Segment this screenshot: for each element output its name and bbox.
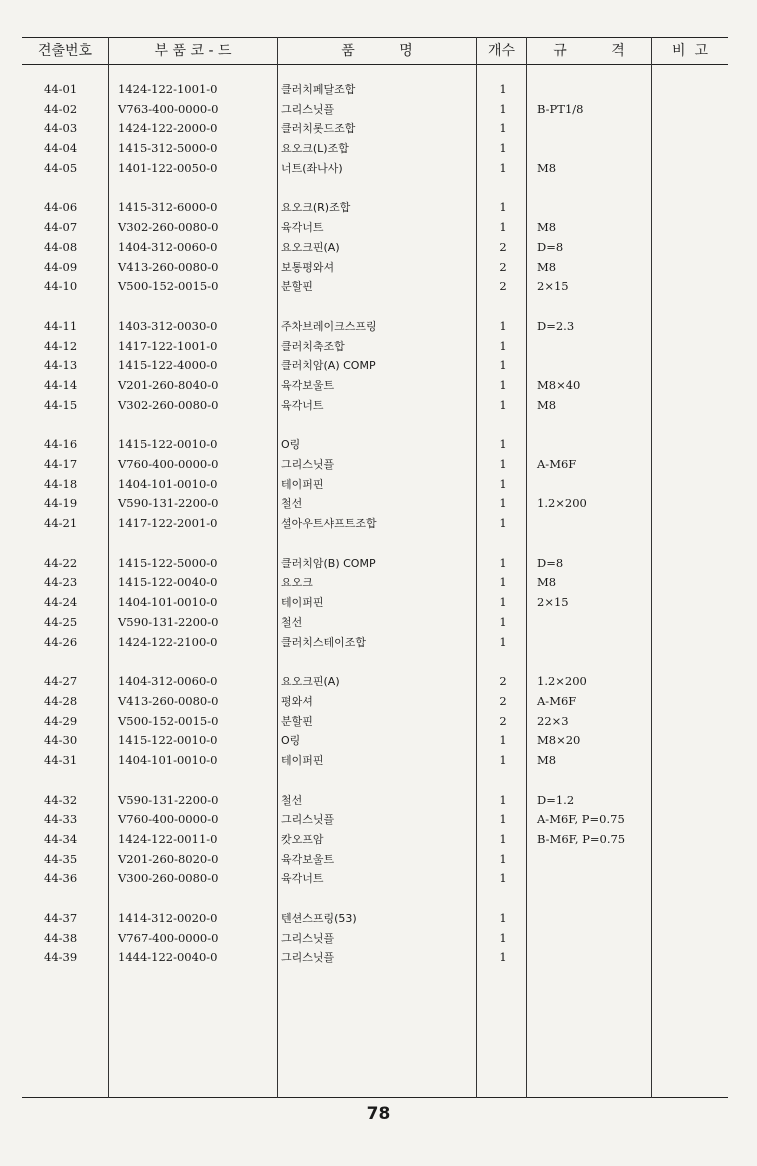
part-number-cell: 44-25 — [44, 614, 78, 629]
specification-cell: M8×40 — [537, 377, 581, 392]
quantity-cell: 1 — [499, 930, 507, 945]
row-group — [0, 198, 757, 296]
part-number-cell: 44-28 — [44, 693, 78, 708]
specification-cell: B-M6F, P=0.75 — [537, 832, 626, 846]
part-name-cell: 셜아우트샤프트조합 — [281, 517, 377, 531]
part-code-cell: 1424-122-2000-0 — [118, 121, 218, 136]
table-row — [0, 731, 757, 751]
part-name-cell: 요오크 — [281, 576, 313, 590]
part-number-cell: 44-34 — [44, 832, 78, 846]
quantity-cell: 1 — [499, 457, 507, 471]
table-row — [0, 376, 757, 396]
quantity-cell: 1 — [499, 595, 507, 610]
part-name-cell: 테이퍼핀 — [281, 477, 324, 491]
part-code-cell: 1404-312-0060-0 — [118, 674, 218, 689]
quantity-cell: 1 — [499, 377, 507, 392]
part-name-cell: 육각너트 — [281, 872, 324, 886]
table-row — [0, 633, 757, 653]
part-code-cell: 1404-101-0010-0 — [118, 595, 218, 610]
part-number-cell: 44-02 — [44, 101, 78, 116]
part-name-cell: 분할핀 — [281, 280, 313, 294]
part-name-cell: 클러치페달조합 — [281, 83, 356, 96]
part-code-cell: V763-400-0000-0 — [118, 101, 219, 116]
part-number-cell: 44-35 — [44, 851, 78, 866]
part-number-cell: 44-21 — [44, 516, 78, 531]
part-code-cell: V760-400-0000-0 — [118, 457, 219, 471]
table-row — [0, 810, 757, 830]
part-code-cell: 1415-122-0040-0 — [118, 575, 218, 590]
part-name-cell: 그리스닛플 — [281, 931, 335, 945]
part-number-cell: 44-31 — [44, 752, 78, 767]
part-code-cell: V760-400-0000-0 — [118, 812, 219, 827]
specification-cell: A-M6F — [537, 457, 577, 471]
part-number-cell: 44-15 — [44, 397, 78, 412]
quantity-cell: 1 — [499, 496, 507, 511]
table-row — [0, 435, 757, 455]
quantity-cell: 1 — [499, 614, 507, 629]
table-row — [0, 672, 757, 692]
part-name-cell: 너트(좌나사) — [281, 161, 343, 175]
quantity-cell: 2 — [499, 693, 507, 708]
quantity-cell: 1 — [499, 812, 507, 827]
quantity-cell: 2 — [499, 674, 507, 689]
table-row — [0, 100, 757, 120]
quantity-cell: 2 — [499, 239, 507, 254]
part-code-cell: V413-260-0080-0 — [118, 259, 219, 274]
part-number-cell: 44-23 — [44, 575, 78, 590]
specification-cell: A-M6F — [537, 693, 577, 708]
part-code-cell: 1403-312-0030-0 — [118, 318, 218, 333]
table-row — [0, 830, 757, 850]
part-number-cell: 44-26 — [44, 634, 78, 649]
quantity-cell: 1 — [499, 121, 507, 136]
part-number-cell: 44-04 — [44, 141, 78, 156]
part-name-cell: 테이퍼핀 — [281, 753, 324, 767]
quantity-cell: 2 — [499, 279, 507, 294]
row-group — [0, 909, 757, 968]
table-top-rule — [22, 37, 728, 38]
row-group — [0, 672, 757, 770]
part-number-cell: 44-18 — [44, 476, 78, 491]
part-number-cell: 44-39 — [44, 950, 78, 965]
part-number-cell: 44-01 — [44, 82, 78, 96]
quantity-cell: 1 — [499, 220, 507, 235]
part-code-cell: 1401-122-0050-0 — [118, 160, 218, 175]
table-row — [0, 139, 757, 159]
table-row — [0, 455, 757, 475]
part-number-cell: 44-08 — [44, 239, 78, 254]
part-name-cell: 철선 — [281, 793, 303, 807]
table-row — [0, 317, 757, 337]
quantity-cell: 1 — [499, 358, 507, 373]
part-code-cell: 1404-101-0010-0 — [118, 476, 218, 491]
part-code-cell: V767-400-0000-0 — [118, 930, 219, 945]
part-number-cell: 44-38 — [44, 930, 78, 945]
part-number-cell: 44-09 — [44, 259, 78, 274]
table-row — [0, 554, 757, 574]
part-code-cell: V500-152-0015-0 — [118, 713, 219, 728]
quantity-cell: 1 — [499, 733, 507, 748]
part-name-cell: 요오크(R)조합 — [281, 201, 351, 215]
quantity-cell: 2 — [499, 259, 507, 274]
table-row — [0, 218, 757, 238]
table-row — [0, 159, 757, 179]
quantity-cell: 1 — [499, 792, 507, 807]
part-code-cell: 1415-122-0010-0 — [118, 733, 218, 748]
part-name-cell: 클러치롯드조합 — [281, 122, 356, 136]
table-row — [0, 929, 757, 949]
table-row — [0, 791, 757, 811]
table-row — [0, 593, 757, 613]
row-group — [0, 80, 757, 178]
header-part-code: 부 품 코 - 드 — [154, 43, 232, 59]
quantity-cell: 1 — [499, 82, 507, 96]
table-row — [0, 494, 757, 514]
part-name-cell: 육각너트 — [281, 221, 324, 235]
specification-cell: M8×20 — [537, 733, 581, 748]
table-row — [0, 258, 757, 278]
quantity-cell: 1 — [499, 160, 507, 175]
part-number-cell: 44-32 — [44, 792, 78, 807]
part-name-cell: 테이퍼핀 — [281, 596, 324, 610]
part-code-cell: 1415-122-0010-0 — [118, 437, 218, 452]
quantity-cell: 1 — [499, 397, 507, 412]
part-number-cell: 44-03 — [44, 121, 78, 136]
part-code-cell: 1404-101-0010-0 — [118, 752, 218, 767]
quantity-cell: 1 — [499, 437, 507, 452]
part-name-cell: 클러치암(B) COMP — [281, 556, 376, 570]
specification-cell: D=2.3 — [537, 318, 575, 333]
quantity-cell: 1 — [499, 634, 507, 649]
part-code-cell: V500-152-0015-0 — [118, 279, 219, 294]
specification-cell: 1.2×200 — [537, 674, 587, 689]
part-code-cell: 1415-122-5000-0 — [118, 555, 218, 570]
part-code-cell: 1415-122-4000-0 — [118, 358, 218, 373]
table-row — [0, 80, 757, 100]
part-number-cell: 44-12 — [44, 338, 78, 353]
part-code-cell: 1404-312-0060-0 — [118, 239, 218, 254]
part-code-cell: V590-131-2200-0 — [118, 792, 219, 807]
table-bottom-rule — [22, 1097, 728, 1098]
part-code-cell: V201-260-8020-0 — [118, 851, 219, 866]
header-part-name: 품 명 — [341, 43, 413, 59]
table-row — [0, 396, 757, 416]
part-number-cell: 44-30 — [44, 733, 78, 748]
table-row — [0, 475, 757, 495]
specification-cell: 2×15 — [537, 595, 569, 610]
part-code-cell: 1417-122-1001-0 — [118, 338, 218, 353]
part-number-cell: 44-36 — [44, 871, 78, 886]
table-row — [0, 119, 757, 139]
row-group — [0, 435, 757, 533]
part-name-cell: 철선 — [281, 497, 303, 511]
specification-cell: M8 — [537, 397, 557, 412]
header-bottom-rule — [22, 64, 728, 65]
specification-cell: 1.2×200 — [537, 496, 587, 511]
specification-cell: 2×15 — [537, 279, 569, 294]
quantity-cell: 1 — [499, 871, 507, 886]
part-number-cell: 44-37 — [44, 911, 78, 926]
part-name-cell: O링 — [281, 734, 301, 748]
part-code-cell: 1415-312-5000-0 — [118, 141, 218, 156]
table-row — [0, 573, 757, 593]
table-row — [0, 850, 757, 870]
part-number-cell: 44-13 — [44, 358, 78, 373]
table-row — [0, 948, 757, 968]
specification-cell: D=8 — [537, 239, 564, 254]
part-number-cell: 44-06 — [44, 200, 78, 215]
part-name-cell: 클러치스테이조합 — [281, 635, 367, 649]
part-name-cell: 그리스닛플 — [281, 951, 335, 965]
part-code-cell: 1424-122-2100-0 — [118, 634, 218, 649]
part-name-cell: 그리스닛플 — [281, 458, 335, 471]
part-code-cell: 1444-122-0040-0 — [118, 950, 218, 965]
part-number-cell: 44-22 — [44, 555, 78, 570]
part-code-cell: 1415-312-6000-0 — [118, 200, 218, 215]
quantity-cell: 1 — [499, 476, 507, 491]
part-code-cell: 1417-122-2001-0 — [118, 516, 218, 531]
quantity-cell: 1 — [499, 832, 507, 846]
part-number-cell: 44-16 — [44, 437, 78, 452]
table-row — [0, 337, 757, 357]
part-number-cell: 44-05 — [44, 160, 78, 175]
specification-cell: M8 — [537, 259, 557, 274]
part-number-cell: 44-11 — [44, 318, 78, 333]
specification-cell: A-M6F, P=0.75 — [537, 812, 625, 827]
page-number: 78 — [366, 1104, 391, 1124]
quantity-cell: 1 — [499, 555, 507, 570]
part-code-cell: V201-260-8040-0 — [118, 377, 219, 392]
specification-cell: M8 — [537, 575, 557, 590]
specification-cell: 22×3 — [537, 713, 569, 728]
quantity-cell: 1 — [499, 575, 507, 590]
part-name-cell: 육각너트 — [281, 398, 324, 412]
part-name-cell: 클러치암(A) COMP — [281, 359, 376, 373]
part-number-cell: 44-19 — [44, 496, 78, 511]
part-name-cell: 요오크핀(A) — [281, 675, 340, 689]
part-name-cell: 클러치축조합 — [281, 339, 345, 353]
quantity-cell: 1 — [499, 516, 507, 531]
table-row — [0, 869, 757, 889]
row-group — [0, 317, 757, 415]
specification-cell: D=8 — [537, 555, 564, 570]
header-specification: 규 격 — [553, 43, 625, 59]
part-number-cell: 44-27 — [44, 674, 78, 689]
quantity-cell: 1 — [499, 851, 507, 866]
part-name-cell: 철선 — [281, 615, 303, 629]
part-name-cell: 그리스닛플 — [281, 102, 335, 116]
part-code-cell: 1424-122-1001-0 — [118, 82, 218, 96]
part-number-cell: 44-17 — [44, 457, 78, 471]
quantity-cell: 1 — [499, 101, 507, 116]
specification-cell: M8 — [537, 752, 557, 767]
part-code-cell: V302-260-0080-0 — [118, 220, 219, 235]
part-name-cell: 그리스닛플 — [281, 813, 335, 827]
table-row — [0, 909, 757, 929]
quantity-cell: 1 — [499, 200, 507, 215]
specification-cell: B-PT1/8 — [537, 101, 584, 116]
part-name-cell: 요오크(L)조합 — [281, 142, 349, 156]
part-number-cell: 44-24 — [44, 595, 78, 610]
part-code-cell: V300-260-0080-0 — [118, 871, 219, 886]
specification-cell: D=1.2 — [537, 792, 575, 807]
header-quantity: 개수 — [487, 43, 516, 59]
part-name-cell: 보통평와셔 — [281, 260, 335, 274]
header-remarks: 비 고 — [672, 43, 708, 59]
part-name-cell: 평와셔 — [281, 694, 313, 708]
table-row — [0, 712, 757, 732]
part-name-cell: 주차브레이크스프링 — [281, 319, 377, 333]
table-row — [0, 277, 757, 297]
table-row — [0, 613, 757, 633]
part-name-cell: 텐션스프링(53) — [281, 912, 357, 926]
part-name-cell: 육각보울트 — [281, 852, 335, 866]
parts-table-body — [0, 80, 757, 988]
part-code-cell: 1414-312-0020-0 — [118, 911, 218, 926]
part-name-cell: 육각보울트 — [281, 378, 335, 392]
part-number-cell: 44-29 — [44, 713, 78, 728]
part-name-cell: 분할핀 — [281, 714, 313, 728]
part-number-cell: 44-14 — [44, 377, 78, 392]
quantity-cell: 1 — [499, 752, 507, 767]
part-number-cell: 44-07 — [44, 220, 78, 235]
table-row — [0, 514, 757, 534]
row-group — [0, 554, 757, 652]
quantity-cell: 2 — [499, 713, 507, 728]
part-code-cell: V413-260-0080-0 — [118, 693, 219, 708]
quantity-cell: 1 — [499, 911, 507, 926]
part-code-cell: 1424-122-0011-0 — [118, 832, 218, 846]
table-row — [0, 751, 757, 771]
part-code-cell: V302-260-0080-0 — [118, 397, 219, 412]
header-part-number: 견출번호 — [37, 43, 93, 59]
quantity-cell: 1 — [499, 318, 507, 333]
specification-cell: M8 — [537, 160, 557, 175]
table-row — [0, 238, 757, 258]
row-group — [0, 791, 757, 889]
part-code-cell: V590-131-2200-0 — [118, 614, 219, 629]
specification-cell: M8 — [537, 220, 557, 235]
quantity-cell: 1 — [499, 141, 507, 156]
quantity-cell: 1 — [499, 950, 507, 965]
part-name-cell: 캇오프암 — [281, 833, 324, 846]
table-row — [0, 198, 757, 218]
part-name-cell: O링 — [281, 438, 301, 452]
part-name-cell: 요오크핀(A) — [281, 240, 340, 254]
part-number-cell: 44-33 — [44, 812, 78, 827]
part-number-cell: 44-10 — [44, 279, 78, 294]
table-row — [0, 356, 757, 376]
quantity-cell: 1 — [499, 338, 507, 353]
table-row — [0, 692, 757, 712]
part-code-cell: V590-131-2200-0 — [118, 496, 219, 511]
